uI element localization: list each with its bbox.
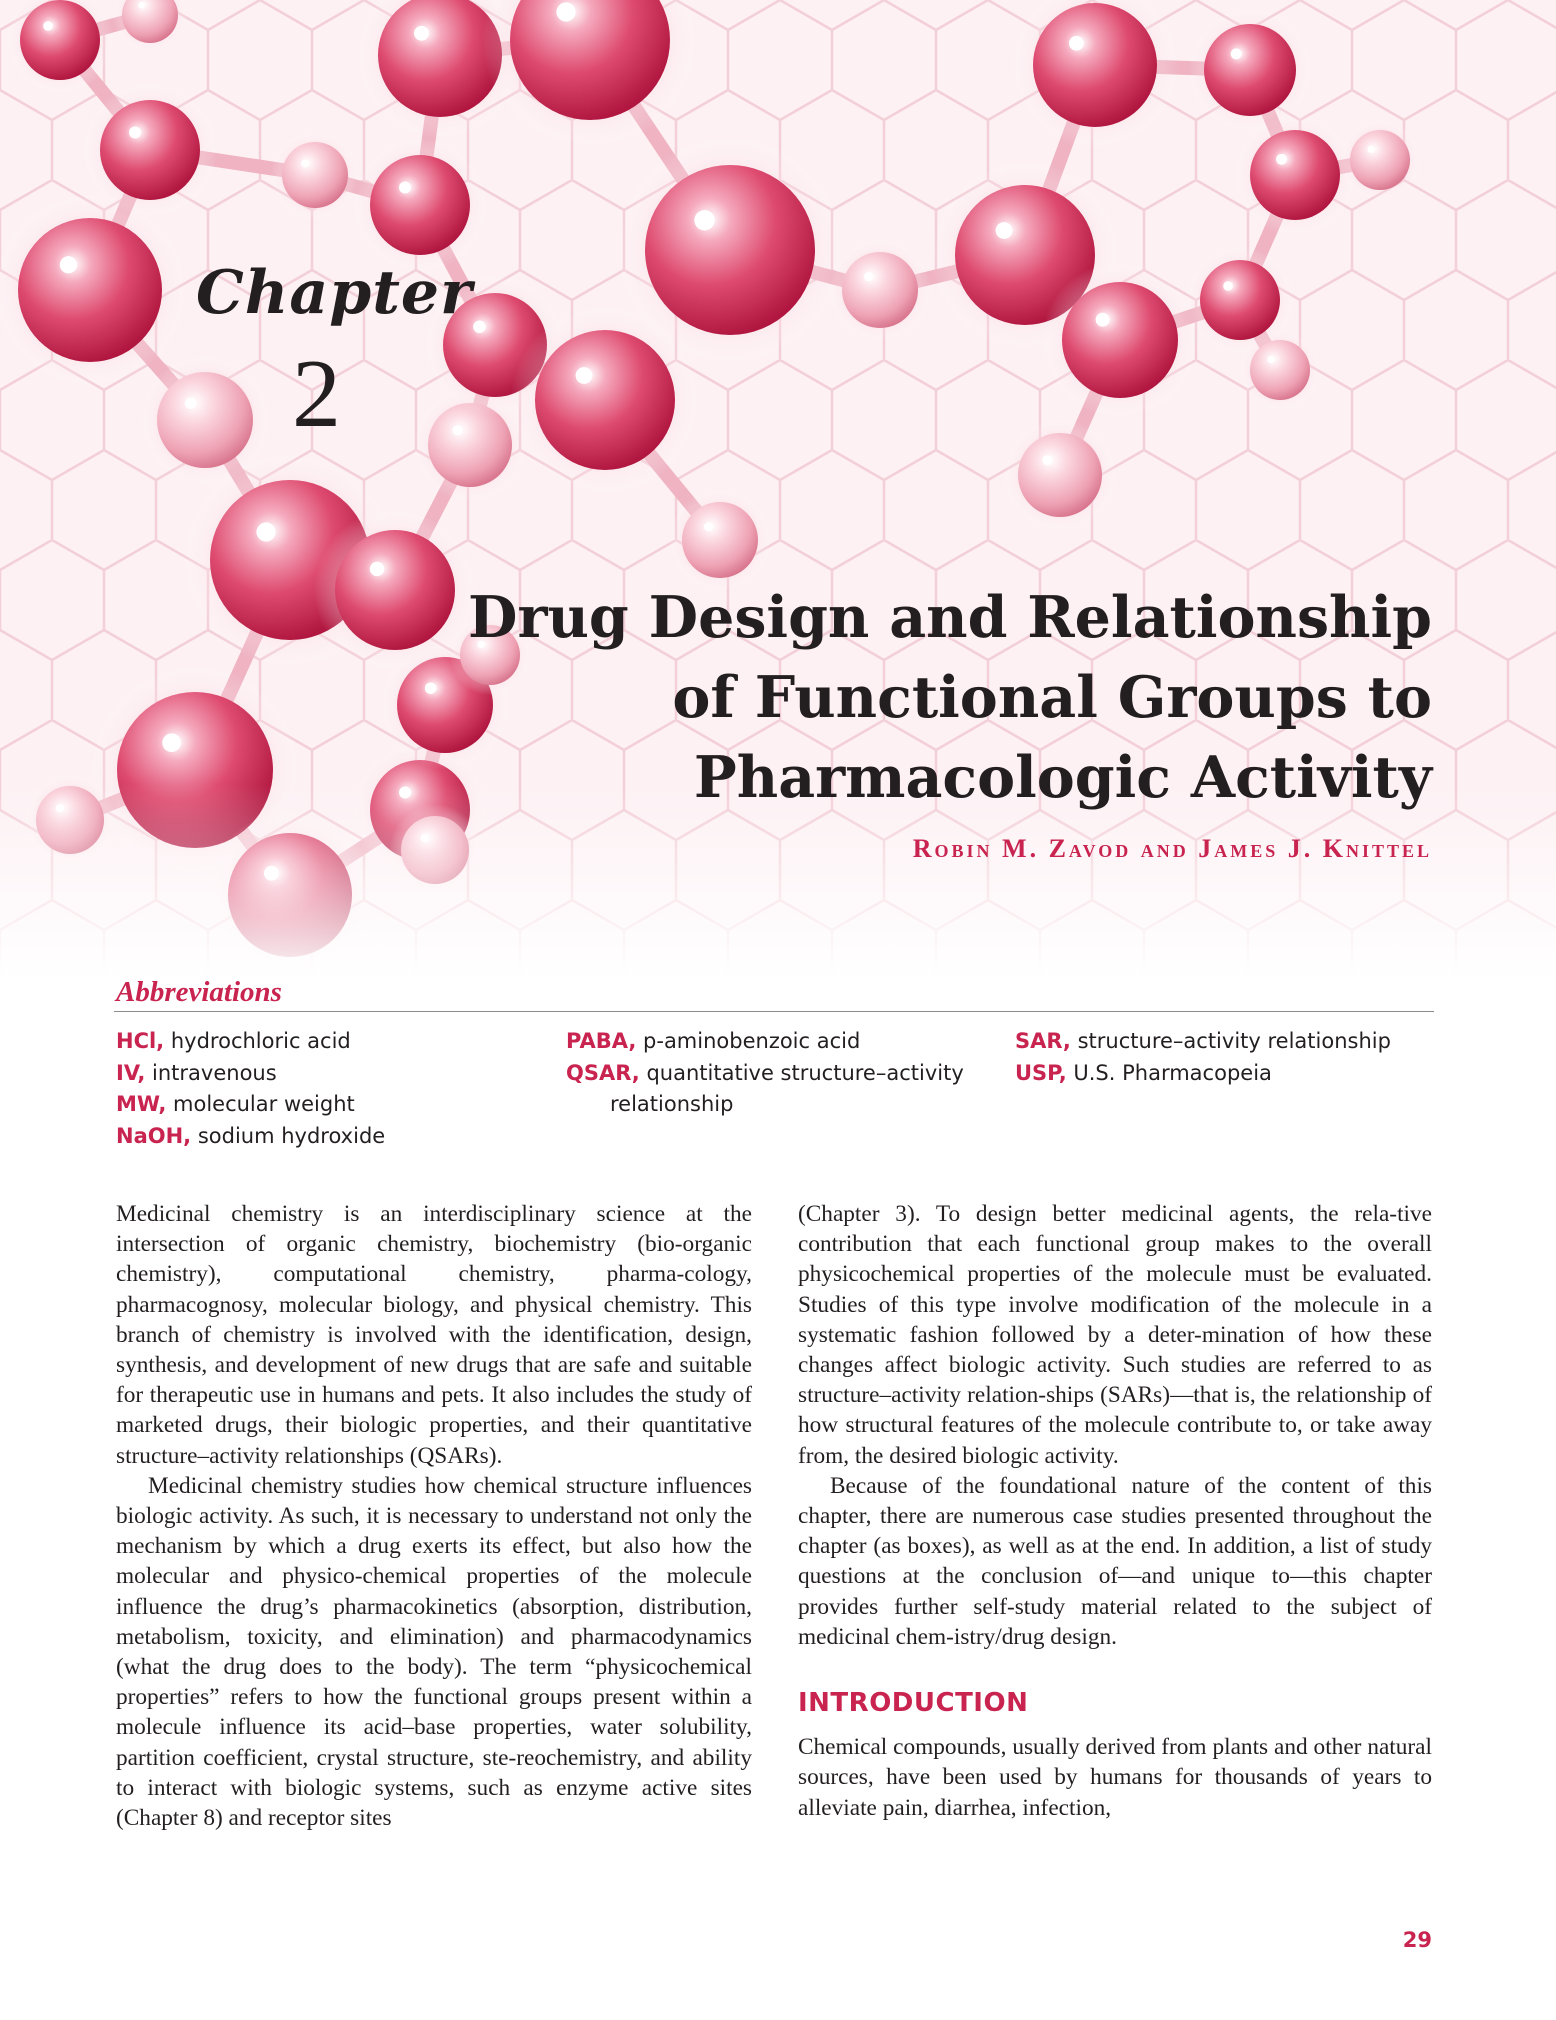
body-column-right — [798, 1199, 1432, 1823]
abbreviations-divider — [114, 1011, 1434, 1012]
abbreviations-column — [1015, 1026, 1445, 1089]
chapter-banner — [0, 0, 1556, 980]
chapter-authors: Robin M. Zavod and James J. Knittel — [912, 834, 1432, 863]
body-paragraph: (Chapter 3). To design better medicinal agents, the rela-tive contribution that each functional group makes to the overall physicochemical properties of the molecule must be evaluated. Studies of this type involve modification of the molecule in a systematic fashion followed by a deter-mination of how these changes affect biologic activity. Such studies are referred to as structure–activity relation-ships (SARs)—that is, the relationship of how structural features of the molecule contribute to, or take away from, the desired biologic activity. — [798, 1201, 1432, 1469]
abbreviation-definition: U.S. Pharmacopeia — [1073, 1060, 1272, 1085]
body-paragraph: Chemical compounds, usually derived from plants and other natural sources, have been used by humans for thousands of years to alleviate pain, diarrhea, infection, — [798, 1734, 1432, 1821]
abbreviation-definition: p-aminobenzoic acid — [643, 1029, 861, 1053]
abbreviation-definition: molecular weight — [173, 1092, 355, 1116]
abbreviation-definition: hydrochloric acid — [170, 1029, 351, 1053]
abbreviation-definition: intravenous — [152, 1060, 277, 1085]
abbreviation-term: PABA, — [566, 1029, 637, 1053]
abbreviation-entry — [116, 1026, 536, 1058]
abbreviation-entry — [566, 1058, 986, 1121]
abbreviation-definition: structure–activity relationship — [1077, 1029, 1391, 1053]
abbreviation-term: NaOH, — [116, 1123, 192, 1148]
molecule-illustration — [0, 0, 1556, 980]
chapter-title-line: of Functional Groups to — [672, 664, 1432, 731]
abbreviation-entry — [116, 1089, 536, 1121]
chapter-title-line: Drug Design and Relationship — [468, 584, 1432, 651]
abbreviation-entry — [566, 1026, 986, 1058]
chapter-number: 2 — [292, 340, 341, 448]
abbreviation-entry — [116, 1121, 536, 1153]
abbreviations-column — [566, 1026, 986, 1121]
abbreviations-column — [116, 1026, 536, 1152]
body-paragraph: Medicinal chemistry studies how chemical structure influences biologic activity. As such, it is necessary to understand not only the mechanism by which a drug exerts its effect, but also how the molecular and physico-chemical properties of the molecule influence the drug’s pharmacokinetics (absorption, distribution, metabolism, toxicity, and elimination) and pharmacodynamics (what the drug does to the body). The term “physicochemical properties” refers to how the functional groups present within a molecule influence its acid–base properties, water solubility, partition coefficient, crystal structure, ste-reochemistry, and ability to interact with biologic systems, such as enzyme active sites (Chapter 8) and receptor sites — [116, 1472, 752, 1832]
abbreviation-entry — [1015, 1026, 1445, 1058]
chapter-title-line: Pharmacologic Activity — [693, 744, 1432, 811]
chapter-title — [432, 578, 1432, 818]
abbreviation-term: IV, — [116, 1060, 146, 1085]
section-heading: INTRODUCTION — [798, 1688, 1029, 1719]
abbreviation-term: QSAR, — [566, 1060, 640, 1085]
abbreviation-entry — [116, 1058, 536, 1090]
abbreviation-definition: quantitative structure–activity relationship — [610, 1060, 964, 1116]
abbreviation-term: USP, — [1015, 1060, 1067, 1085]
body-paragraph: Because of the foundational nature of the content of this chapter, there are numerous case studies presented throughout the chapter (as boxes), as well as at the end. In addition, a list of study questions at the conclusion of—and unique to—this chapter provides further self-study material related to the subject of medicinal chem-istry/drug design. — [798, 1472, 1432, 1650]
abbreviation-term: SAR, — [1015, 1029, 1071, 1053]
page-number: 29 — [1402, 1928, 1432, 1952]
abbreviation-term: MW, — [116, 1092, 167, 1116]
chapter-label: Chapter — [196, 258, 473, 328]
abbreviation-term: HCl, — [116, 1029, 165, 1053]
abbreviation-definition: sodium hydroxide — [197, 1123, 386, 1148]
body-column-left — [116, 1199, 752, 1833]
abbreviations-heading: Abbreviations — [116, 976, 282, 1008]
body-paragraph: Medicinal chemistry is an interdisciplinary science at the intersection of organic chemistry, biochemistry (bio-organic chemistry), computational chemistry, pharma-cology, pharmacognosy, molecular biology, and physical chemistry. This branch of chemistry is involved with the identification, design, synthesis, and development of new drugs that are safe and suitable for therapeutic use in humans and pets. It also includes the study of marketed drugs, their biologic properties, and their quantitative structure–activity relationships (QSARs). — [116, 1201, 752, 1469]
abbreviation-entry — [1015, 1058, 1445, 1090]
